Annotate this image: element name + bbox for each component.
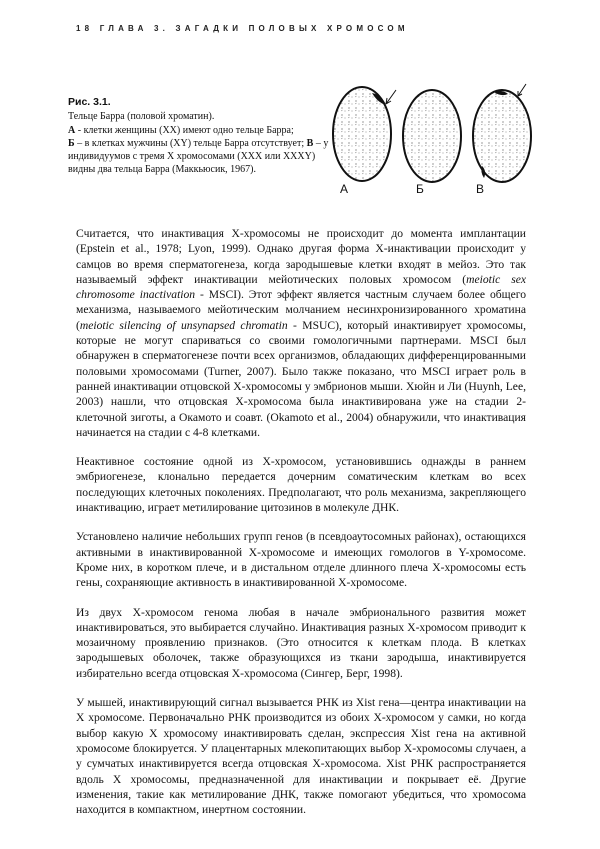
paragraph bbox=[76, 695, 526, 817]
cell-a bbox=[333, 87, 396, 181]
figure-caption bbox=[68, 96, 338, 177]
text-run: Установлено наличие небольших групп генов (в псевдоаутосомных районах), остающихся активными в инактивированной Х-хромосоме и имеющих гомологов в Y-хромосоме. Кроме них, в коротком плече, и в дистальном отделе длинного плеча Х-хромосомы есть гены, сохраняющие активность в инактивированной Х-хромосоме. bbox=[76, 530, 526, 590]
figure-label-a: А bbox=[340, 182, 349, 196]
caption-label-c: В bbox=[306, 137, 314, 149]
figure-label-c: В bbox=[476, 182, 485, 196]
text-run: У мышей, инактивирующий сигнал вызывается РНК из Xist гена—центра инактивации на Х хромосоме. Первоначально РНК производится из обоих Х-хромосом у самки, но когда выбор какую Х хромосому инактивировать сделан, экспрессия Xist гена на активной хромосоме блокируется. У плацентарных млекопитающих выбор Х-хромосомы случаен, а у сумчатых инактивируется всегда отцовская Х-хромосома. Xist РНК распространяется вдоль Х хромосомы, предназначенной для инактивации и покрывает её. Другие изменения, такие как метилирование ДНК, также помогают убедиться, что хромосома находится в компактном, инертном состоянии. bbox=[76, 696, 526, 817]
paragraph bbox=[76, 529, 526, 590]
text-run: Неактивное состояние одной из Х-хромосом, установившись однажды в раннем эмбриогенезе, клонально передается дочерним соматическим клеткам во всех последующих клеточных поколениях. Предполагают, что роль механизма, закрепляющего инактивацию, играет метилирование цитозинов в молекуле ДНК. bbox=[76, 455, 526, 515]
text-run: - MSUC), который инактивирует хромосомы, которые не могут спариваться со своими гомологичными партнерами. MSCI был обнаружен в сперматогенезе почти всех организмов, обладающих дифференцированными половыми хромосомами (Turner, 2007). Было также показано, что MSCI играет роль в ранней инактивации отцовской Х-хромосомы у эмбрионов мыши. Хюйн и Ли (Huynh, Lee, 2003) нашли, что отцовская Х-хромосома была инактивирована уже на стадии 2-клеточной зиготы, а Окамото и соавт. (Okamoto et al., 2004) обнаружили, что инактивация начинается на стадии с 4-8 клетками. bbox=[76, 318, 526, 439]
caption-text-c: – у индивидуумов с тремя Х хромосомами (ХХХ или ХХХY) видны два тельца Барра (Маккьюсик, 1967). bbox=[68, 137, 329, 176]
cell-b bbox=[403, 90, 461, 182]
text-run: Из двух Х-хромосом генома любая в начале эмбрионального развития может инактивироваться, это выбирается случайно. Инактивация разных Х-хромосом приводит к мозаичному проявлению признаков. (Это относится к клеткам плода. В клетках зародышевых оболочек, также образующихся из ткани зародыша, инактивируется избирательно всегда отцовская Х-хромосома (Сингер, Берг, 1998). bbox=[76, 605, 526, 680]
caption-label-b: Б bbox=[68, 137, 75, 149]
barr-body-figure bbox=[326, 78, 536, 198]
italic-term: meiotic silencing of unsynapsed chromatin bbox=[79, 318, 288, 332]
running-header: 18 ГЛАВА 3. ЗАГАДКИ ПОЛОВЫХ ХРОМОСОМ bbox=[76, 24, 409, 33]
text-run: Считается, что инактивация Х-хромосомы не происходит до момента имплантации (Epstein et al., 1978; Lyon, 1999). Однако другая форма Х-инактивации происходит у самцов во время сперматогенеза, когда зародышевые клетки входят в мейоз. Это так называемый эффект инактивации мейотических половых хромосом ( bbox=[76, 227, 526, 286]
cell-illustration bbox=[326, 78, 536, 198]
caption-label-a: А bbox=[68, 124, 76, 136]
paragraph bbox=[76, 226, 526, 440]
body-text bbox=[76, 226, 526, 831]
text-run: - MSCI). Этот эффект является частным случаем более общего механизма, называемого мейотическим молчанием несинхронизированного хроматина ( bbox=[76, 288, 526, 332]
cell-c bbox=[473, 84, 531, 182]
italic-term: meiotic sex chromosome inactivation bbox=[76, 272, 526, 302]
caption-text-b: – в клетках мужчины (ХY) тельце Барра отсутствует; bbox=[74, 137, 307, 149]
paragraph bbox=[76, 605, 526, 681]
caption-text-a: - клетки женщины (ХХ) имеют одно тельце Барра; bbox=[75, 124, 294, 136]
figure-title: Рис. 3.1. bbox=[68, 96, 111, 108]
caption-line: Тельце Барра (половой хроматин). bbox=[68, 111, 215, 123]
figure-label-b: Б bbox=[416, 182, 424, 196]
paragraph bbox=[76, 454, 526, 515]
